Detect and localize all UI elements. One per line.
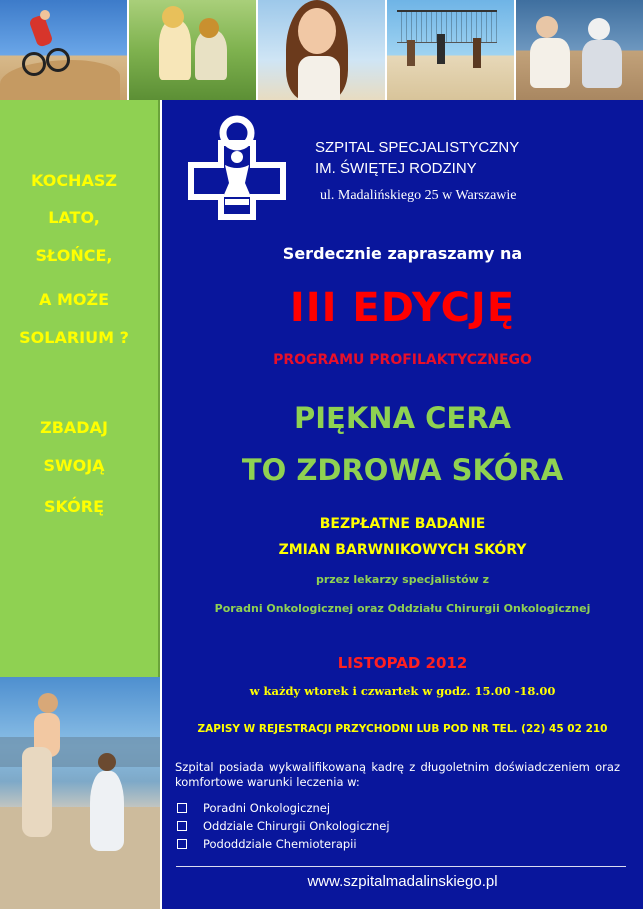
hospital-logo-icon — [185, 113, 289, 220]
list-item — [175, 799, 390, 817]
photo-elderly-couple — [516, 0, 643, 100]
hospital-name-line2: IM. ŚWIĘTEJ RODZINY — [315, 160, 477, 177]
photo-smiling-woman — [258, 0, 385, 100]
program-subtitle: PROGRAMU PROFILAKTYCZNEGO — [273, 352, 532, 368]
doctors-text: przez lekarzy specjalistów z — [315, 573, 490, 586]
hospital-address: ul. Madalińskiego 25 w Warszawie — [320, 188, 517, 203]
sidebar-line: SKÓRĘ — [43, 497, 105, 516]
footer-divider — [176, 866, 626, 867]
clinics-text: Poradni Onkologicznej oraz Oddziału Chirurgii Onkologicznej — [214, 602, 591, 615]
list-item — [175, 835, 390, 853]
sidebar-line: ZBADAJ — [40, 418, 108, 437]
website-link[interactable]: www.szpitalmadalinskiego.pl — [307, 873, 498, 890]
invite-text: Serdecznie zapraszamy na — [282, 244, 523, 263]
photo-cyclist — [0, 0, 127, 100]
department-label: Oddziale Chirurgii Onkologicznej — [203, 819, 390, 833]
department-label: Pododdziale Chemioterapii — [203, 837, 357, 851]
sidebar-line: SŁOŃCE, — [35, 246, 113, 265]
photo-beach-volleyball — [387, 0, 514, 100]
edition-title: III EDYCJĘ — [289, 285, 516, 331]
photo-strip — [0, 0, 643, 100]
sidebar-line: SOLARIUM ? — [19, 328, 129, 347]
hospital-name-line1: SZPITAL SPECJALISTYCZNY — [315, 139, 520, 156]
sidebar-line: SWOJĄ — [43, 456, 105, 475]
photo-women-garden — [129, 0, 256, 100]
sidebar-line: A MOŻE — [38, 290, 109, 309]
checkbox-icon — [177, 839, 187, 849]
list-item — [175, 817, 390, 835]
department-label: Poradni Onkologicznej — [203, 801, 331, 815]
schedule-text: w każdy wtorek i czwartek w godz. 15.00 -18.00 — [249, 684, 556, 698]
date-text: LISTOPAD 2012 — [337, 654, 468, 672]
slogan-line2: TO ZDROWA SKÓRA — [241, 453, 564, 487]
sidebar-line: LATO, — [48, 208, 100, 227]
sidebar-line: KOCHASZ — [31, 171, 117, 190]
checkbox-icon — [177, 821, 187, 831]
departments-list — [175, 799, 390, 853]
photo-family-beach — [0, 677, 160, 909]
exam-line1: BEZPŁATNE BADANIE — [319, 516, 486, 532]
checkbox-icon — [177, 803, 187, 813]
info-paragraph: Szpital posiada wykwalifikowaną kadrę z długoletnim doświadczeniem oraz komfortowe warunki leczenia w: — [175, 760, 620, 789]
exam-line2: ZMIAN BARWNIKOWYCH SKÓRY — [278, 542, 527, 558]
registration-text: ZAPISY W REJESTRACJI PRZYCHODNI LUB POD NR TEL. (22) 45 02 210 — [197, 723, 608, 735]
slogan-line1: PIĘKNA CERA — [293, 401, 511, 435]
